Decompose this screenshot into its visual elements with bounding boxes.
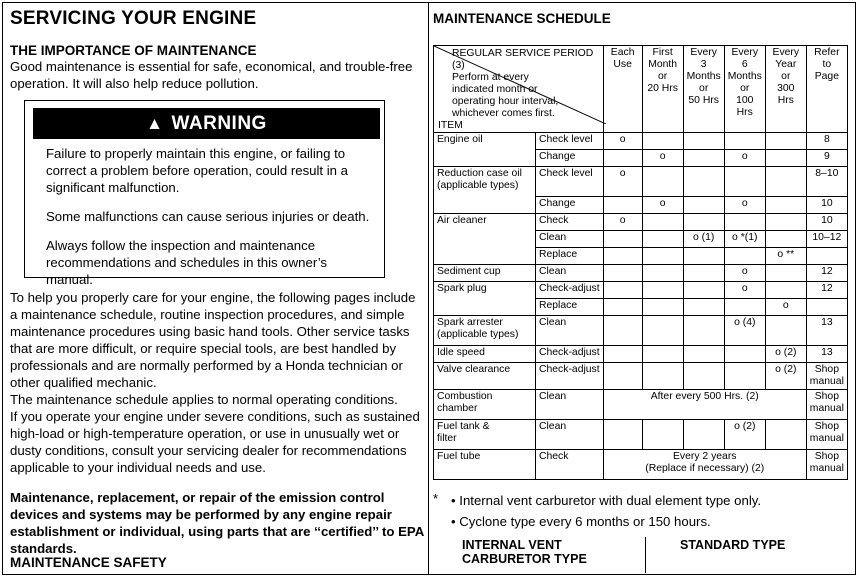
- interval-cell: [765, 197, 806, 214]
- interval-cell: [683, 248, 724, 265]
- warning-paragraph-1: Failure to properly maintain this engine, or failing to correct a problem before operation, could result in a significant malfunction.: [46, 146, 349, 195]
- interval-cell: [683, 316, 724, 346]
- warning-paragraph-3: Always follow the inspection and maintenance recommendations and schedules in this owner’s manual.: [46, 238, 328, 287]
- action-cell: Clean: [536, 420, 604, 450]
- table-row: [434, 450, 848, 480]
- interval-cell: [603, 248, 642, 265]
- interval-cell: [603, 265, 642, 282]
- note-2: • Cyclone type every 6 months or 150 hours.: [451, 514, 711, 529]
- page-cell: 12: [806, 265, 847, 282]
- page-cell: [806, 248, 847, 265]
- interval-cell: [765, 282, 806, 299]
- interval-cell: o **: [765, 248, 806, 265]
- action-cell: Check-adjust: [536, 282, 604, 299]
- interval-cell: [724, 133, 765, 150]
- importance-heading: THE IMPORTANCE OF MAINTENANCE: [10, 43, 257, 58]
- action-cell: Check-adjust: [536, 363, 604, 390]
- action-cell: Change: [536, 150, 604, 167]
- action-cell: Check: [536, 214, 604, 231]
- table-row: [434, 316, 848, 346]
- maintenance-body: [10, 289, 424, 476]
- item-cell: Air cleaner: [434, 214, 536, 265]
- interval-cell: [603, 299, 642, 316]
- interval-cell: [603, 316, 642, 346]
- page-cell: Shop manual: [806, 363, 847, 390]
- interval-cell: o (2): [724, 420, 765, 450]
- col-each-use: Each Use: [603, 46, 642, 133]
- note-1: • Internal vent carburetor with dual element type only.: [451, 493, 762, 508]
- action-cell: Clean: [536, 316, 604, 346]
- interval-cell: [603, 150, 642, 167]
- interval-cell: [724, 299, 765, 316]
- interval-cell: [683, 167, 724, 197]
- interval-cell: o (2): [765, 363, 806, 390]
- action-cell: Check level: [536, 167, 604, 197]
- interval-cell: o: [642, 197, 683, 214]
- col-every-year: Every Year or 300 Hrs: [765, 46, 806, 133]
- action-cell: Clean: [536, 265, 604, 282]
- interval-cell: [683, 214, 724, 231]
- page-cell: Shop manual: [806, 390, 847, 420]
- action-cell: Replace: [536, 248, 604, 265]
- page-cell: 12: [806, 282, 847, 299]
- page-cell: 9: [806, 150, 847, 167]
- action-cell: Clean: [536, 231, 604, 248]
- interval-cell: [642, 133, 683, 150]
- interval-cell: o: [603, 167, 642, 197]
- interval-cell: [642, 420, 683, 450]
- interval-span-cell: Every 2 years (Replace if necessary) (2): [603, 450, 806, 480]
- emission-notice: Maintenance, replacement, or repair of the emission control devices and systems may be performed by any engine repair establishment or individual, using parts that are ‘‘certified’’ to EPA standards.: [10, 490, 424, 556]
- interval-cell: o (1): [683, 231, 724, 248]
- interval-cell: o: [724, 197, 765, 214]
- internal-vent-heading: INTERNAL VENT CARBURETOR TYPE: [462, 538, 587, 566]
- warning-banner: [33, 108, 380, 139]
- interval-cell: [765, 214, 806, 231]
- body-paragraph-2: The maintenance schedule applies to normal operating conditions.: [10, 392, 398, 407]
- body-paragraph-1: To help you properly care for your engine, the following pages include a maintenance schedule, routine inspection procedures, and simple maintenance procedures using basic hand tools. Other service tasks that are more difficult, or require special tools, are best handled by professionals and are normally performed by a Honda technician or other qualified mechanic.: [10, 290, 416, 390]
- item-label: ITEM: [438, 120, 463, 131]
- page-title: SERVICING YOUR ENGINE: [10, 8, 257, 29]
- item-cell: Sediment cup: [434, 265, 536, 282]
- interval-cell: [683, 150, 724, 167]
- action-cell: Change: [536, 197, 604, 214]
- action-cell: Check: [536, 450, 604, 480]
- table-row: [434, 390, 848, 420]
- interval-cell: o: [603, 214, 642, 231]
- page-cell: 10–12: [806, 231, 847, 248]
- page-cell: 8–10: [806, 167, 847, 197]
- page-cell: 13: [806, 346, 847, 363]
- safety-heading: MAINTENANCE SAFETY: [10, 555, 167, 570]
- table-row: [434, 363, 848, 390]
- warning-text: [46, 145, 376, 300]
- left-column: [10, 8, 422, 92]
- interval-cell: [724, 248, 765, 265]
- interval-cell: [765, 420, 806, 450]
- period-header-text: REGULAR SERVICE PERIOD (3) Perform at every indicated month or operating hour interval, whichever comes first.: [452, 48, 594, 119]
- interval-cell: [603, 282, 642, 299]
- action-cell: Check level: [536, 133, 604, 150]
- interval-cell: [683, 420, 724, 450]
- col-every-3-months: Every 3 Months or 50 Hrs: [683, 46, 724, 133]
- interval-cell: o: [724, 282, 765, 299]
- interval-cell: [642, 167, 683, 197]
- standard-type-heading: STANDARD TYPE: [680, 538, 786, 552]
- interval-cell: o: [765, 299, 806, 316]
- schedule-body: [434, 133, 848, 480]
- interval-cell: o: [724, 150, 765, 167]
- action-cell: Replace: [536, 299, 604, 316]
- interval-cell: [603, 420, 642, 450]
- page-cell: [806, 299, 847, 316]
- item-cell: Fuel tube: [434, 450, 536, 480]
- interval-span-cell: After every 500 Hrs. (2): [603, 390, 806, 420]
- col-every-6-months: Every 6 Months or 100 Hrs: [724, 46, 765, 133]
- interval-cell: [642, 316, 683, 346]
- maintenance-schedule-table: [433, 45, 848, 480]
- item-cell: Engine oil: [434, 133, 536, 167]
- page-cell: 8: [806, 133, 847, 150]
- item-cell: Valve clearance: [434, 363, 536, 390]
- interval-cell: [765, 150, 806, 167]
- interval-cell: [642, 265, 683, 282]
- interval-cell: [724, 363, 765, 390]
- interval-cell: o: [642, 150, 683, 167]
- interval-cell: [642, 231, 683, 248]
- interval-cell: [683, 299, 724, 316]
- table-row: [434, 282, 848, 299]
- interval-cell: [724, 167, 765, 197]
- interval-cell: [603, 346, 642, 363]
- interval-cell: [765, 167, 806, 197]
- note-star: *: [433, 491, 439, 506]
- page-cell: 13: [806, 316, 847, 346]
- interval-cell: [642, 282, 683, 299]
- interval-cell: [603, 231, 642, 248]
- page-cell: 10: [806, 214, 847, 231]
- item-cell: Fuel tank & filter: [434, 420, 536, 450]
- interval-cell: [765, 316, 806, 346]
- page-cell: Shop manual: [806, 420, 847, 450]
- schedule-notes: [433, 490, 761, 532]
- interval-cell: [642, 363, 683, 390]
- interval-cell: [683, 265, 724, 282]
- page-cell: 10: [806, 197, 847, 214]
- table-row: [434, 214, 848, 231]
- interval-cell: [724, 346, 765, 363]
- table-row: [434, 167, 848, 197]
- interval-cell: [724, 214, 765, 231]
- warning-label: WARNING: [171, 112, 267, 134]
- bottom-column-divider: [645, 537, 646, 573]
- table-row: [434, 420, 848, 450]
- warning-triangle-icon: ▲: [146, 113, 164, 133]
- table-row: [434, 346, 848, 363]
- page-cell: Shop manual: [806, 450, 847, 480]
- table-header-row: [434, 46, 848, 133]
- item-cell: Idle speed: [434, 346, 536, 363]
- table-row: [434, 265, 848, 282]
- interval-cell: [642, 214, 683, 231]
- warning-paragraph-2: Some malfunctions can cause serious injuries or death.: [46, 209, 370, 224]
- period-header-cell: [434, 46, 604, 133]
- interval-cell: [683, 133, 724, 150]
- interval-cell: o: [603, 133, 642, 150]
- interval-cell: [603, 197, 642, 214]
- interval-cell: [765, 231, 806, 248]
- importance-text: Good maintenance is essential for safe, economical, and trouble-free operation. It will also help reduce pollution.: [10, 59, 413, 91]
- column-divider: [428, 2, 429, 575]
- body-paragraph-3: If you operate your engine under severe conditions, such as sustained high-load or high-temperature operation, or use in unusually wet or dusty conditions, consult your servicing dealer for recommendations applicable to your individual needs and use.: [10, 409, 420, 475]
- interval-cell: [765, 133, 806, 150]
- schedule-title: MAINTENANCE SCHEDULE: [433, 11, 611, 26]
- col-refer-page: Refer to Page: [806, 46, 847, 133]
- item-cell: Spark arrester (applicable types): [434, 316, 536, 346]
- interval-cell: [683, 363, 724, 390]
- interval-cell: [642, 248, 683, 265]
- interval-cell: [683, 282, 724, 299]
- interval-cell: o: [724, 265, 765, 282]
- interval-cell: o (4): [724, 316, 765, 346]
- item-cell: Reduction case oil (applicable types): [434, 167, 536, 214]
- interval-cell: o *(1): [724, 231, 765, 248]
- interval-cell: [603, 363, 642, 390]
- table-row: [434, 133, 848, 150]
- col-first-month: First Month or 20 Hrs: [642, 46, 683, 133]
- interval-cell: [765, 265, 806, 282]
- action-cell: Check-adjust: [536, 346, 604, 363]
- interval-cell: o (2): [765, 346, 806, 363]
- item-cell: Spark plug: [434, 282, 536, 316]
- item-cell: Combustion chamber: [434, 390, 536, 420]
- interval-cell: [642, 299, 683, 316]
- interval-cell: [683, 197, 724, 214]
- interval-cell: [683, 346, 724, 363]
- action-cell: Clean: [536, 390, 604, 420]
- interval-cell: [642, 346, 683, 363]
